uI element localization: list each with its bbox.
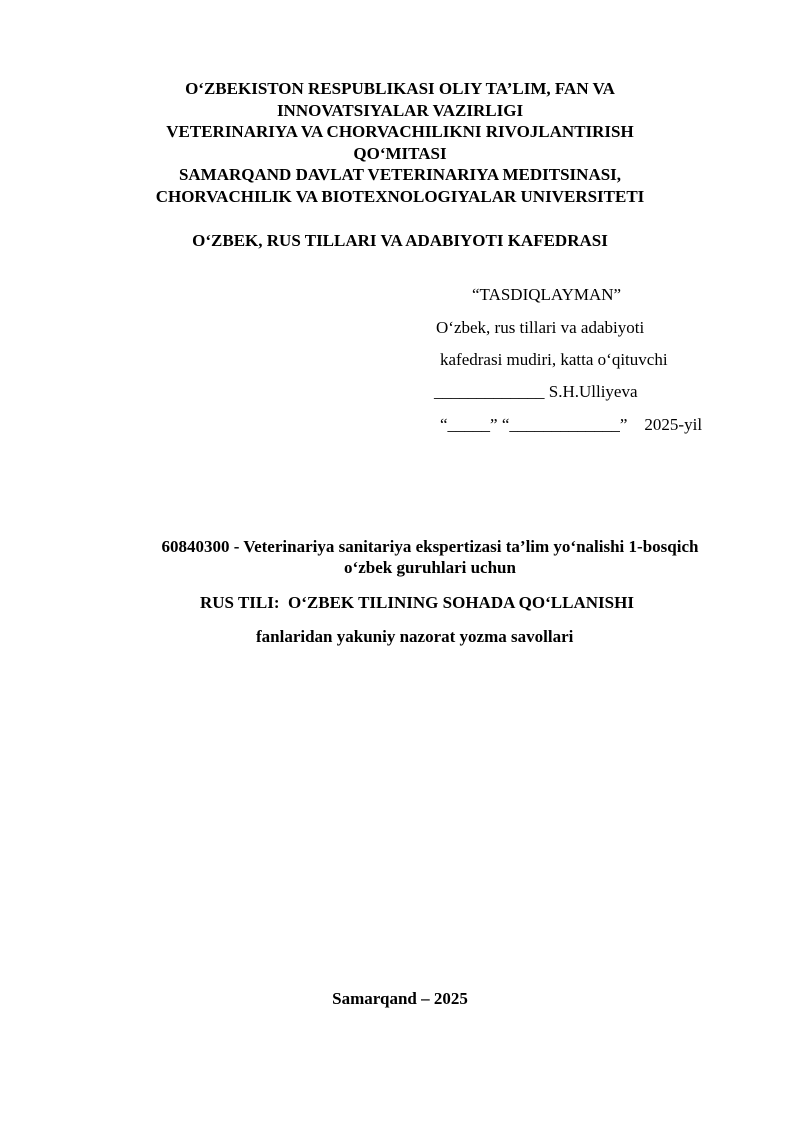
header-line: O‘ZBEKISTON RESPUBLIKASI OLIY TA’LIM, FAN VA — [185, 79, 615, 98]
header-line: QO‘MITASI — [353, 143, 447, 163]
header-line: INNOVATSIYALAR VAZIRLIGI — [276, 100, 524, 120]
approval-role-line1: O‘zbek, rus tillari va adabiyoti — [436, 318, 645, 337]
footer-place-year: Samarqand – 2025 — [332, 989, 468, 1008]
ministry-header — [60, 78, 740, 207]
header-line: CHORVACHILIK VA BIOTEXNOLOGIYALAR UNIVERSITETI — [155, 186, 645, 206]
approval-title: “TASDIQLAYMAN” — [472, 285, 622, 304]
subject-heading — [100, 536, 760, 578]
subject-line1: 60840300 - Veterinariya sanitariya ekspertizasi ta’lim yo‘nalishi 1-bosqich — [161, 537, 699, 556]
approval-signature: _____________ S.H.Ulliyeva — [434, 382, 638, 401]
department-name: O‘ZBEK, RUS TILLARI VA ADABIYOTI KAFEDRASI — [192, 231, 608, 250]
approval-role-line2: kafedrasi mudiri, katta o‘qituvchi — [440, 350, 668, 369]
subject-line2: o‘zbek guruhlari uchun — [344, 558, 516, 577]
header-line: VETERINARIYA VA CHORVACHILIKNI RIVOJLANTIRISH — [166, 122, 634, 141]
exam-title: fanlaridan yakuniy nazorat yozma savollari — [256, 627, 574, 646]
approval-date: “_____” “_____________” 2025-yil — [440, 415, 703, 434]
header-line: SAMARQAND DAVLAT VETERINARIYA MEDITSINASI, — [178, 165, 622, 184]
course-title: RUS TILI: O‘ZBEK TILINING SOHADA QO‘LLANISHI — [200, 593, 634, 612]
